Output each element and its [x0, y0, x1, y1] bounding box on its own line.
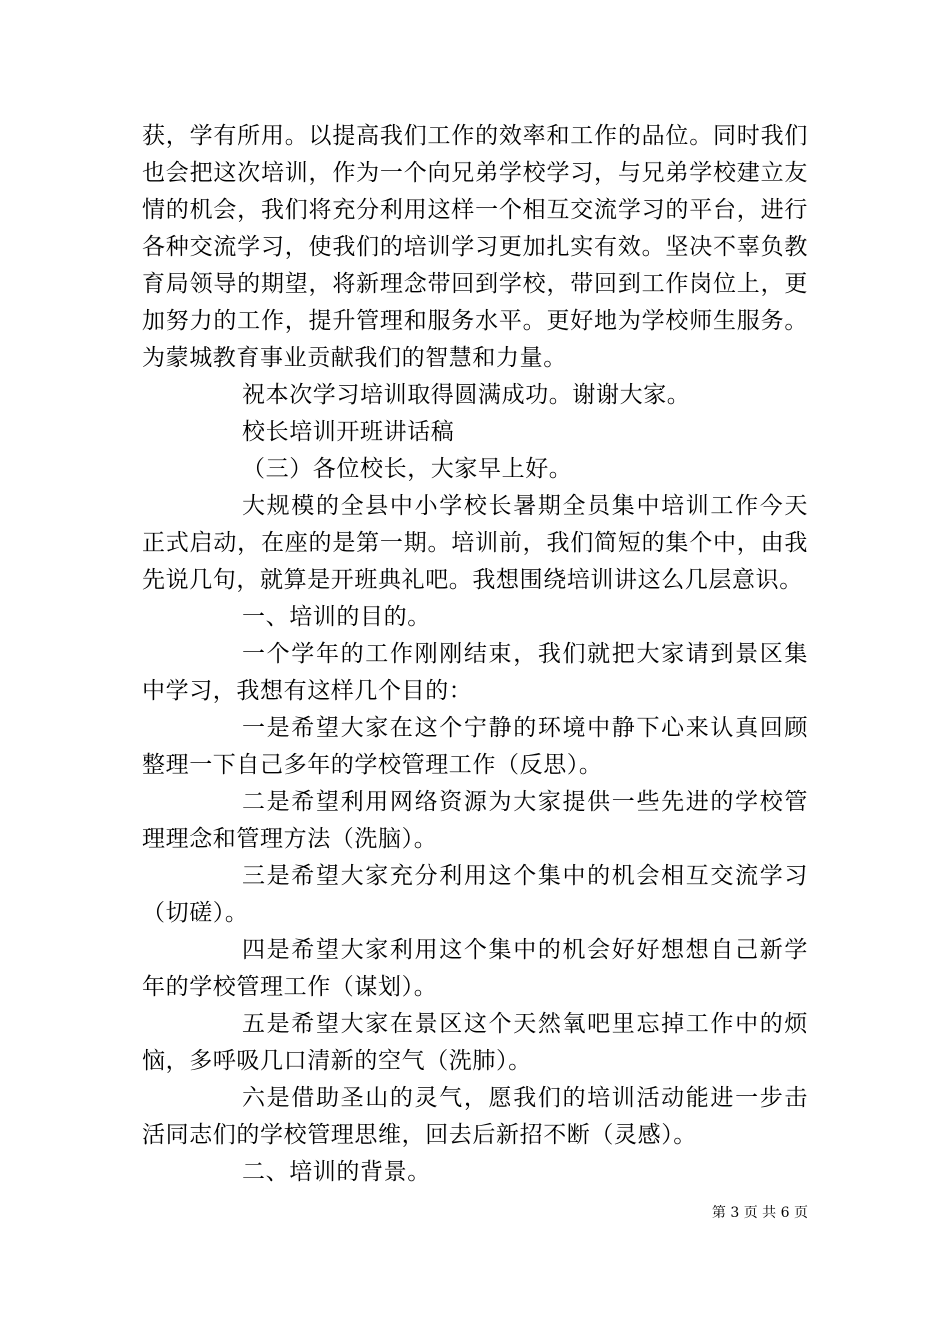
paragraph: （三）各位校长，大家早上好。	[242, 456, 573, 482]
paragraph: 祝本次学习培训取得圆满成功。谢谢大家。	[242, 382, 691, 408]
paragraph: 一、培训的目的。	[242, 604, 431, 630]
paragraph: 获，学有所用。以提高我们工作的效率和工作的品位。同时我们也会把这次培训，作为一个向兄弟学校学习，与兄弟学校建立友情的机会，我们将充分利用这样一个相互交流学习的平台，进行各种交流学习，使我们的培训学习更加扎实有效。坚决不辜负教育局领导的期望，将新理念带回到学校，带回到工作岗位上，更加努力的工作，提升管理和服务水平。更好地为学校师生服务。为蒙城教育事业贡献我们的智慧和力量。	[142, 123, 808, 371]
paragraph: 一个学年的工作刚刚结束，我们就把大家请到景区集中学习，我想有这样几个目的：	[142, 641, 808, 704]
page-number: 第 3 页 共 6 页	[711, 1205, 808, 1221]
paragraph: 大规模的全县中小学校长暑期全员集中培训工作今天正式启动，在座的是第一期。培训前，我们简短的集个中，由我先说几句，就算是开班典礼吧。我想围绕培训讲这么几层意识。	[142, 493, 808, 593]
document-body	[142, 118, 808, 1191]
paragraph: 二、培训的背景。	[242, 1159, 431, 1185]
paragraph: 三是希望大家充分利用这个集中的机会相互交流学习（切磋）。	[142, 863, 808, 926]
paragraph: 一是希望大家在这个宁静的环境中静下心来认真回顾整理一下自己多年的学校管理工作（反思）。	[142, 715, 808, 778]
paragraph: 二是希望利用网络资源为大家提供一些先进的学校管理理念和管理方法（洗脑）。	[142, 789, 808, 852]
paragraph: 四是希望大家利用这个集中的机会好好想想自己新学年的学校管理工作（谋划）。	[142, 937, 808, 1000]
paragraph: 校长培训开班讲话稿	[242, 419, 455, 445]
paragraph: 五是希望大家在景区这个天然氧吧里忘掉工作中的烦恼，多呼吸几口清新的空气（洗肺）。	[142, 1011, 808, 1074]
paragraph: 六是借助圣山的灵气，愿我们的培训活动能进一步击活同志们的学校管理思维，回去后新招不断（灵感）。	[142, 1085, 808, 1148]
